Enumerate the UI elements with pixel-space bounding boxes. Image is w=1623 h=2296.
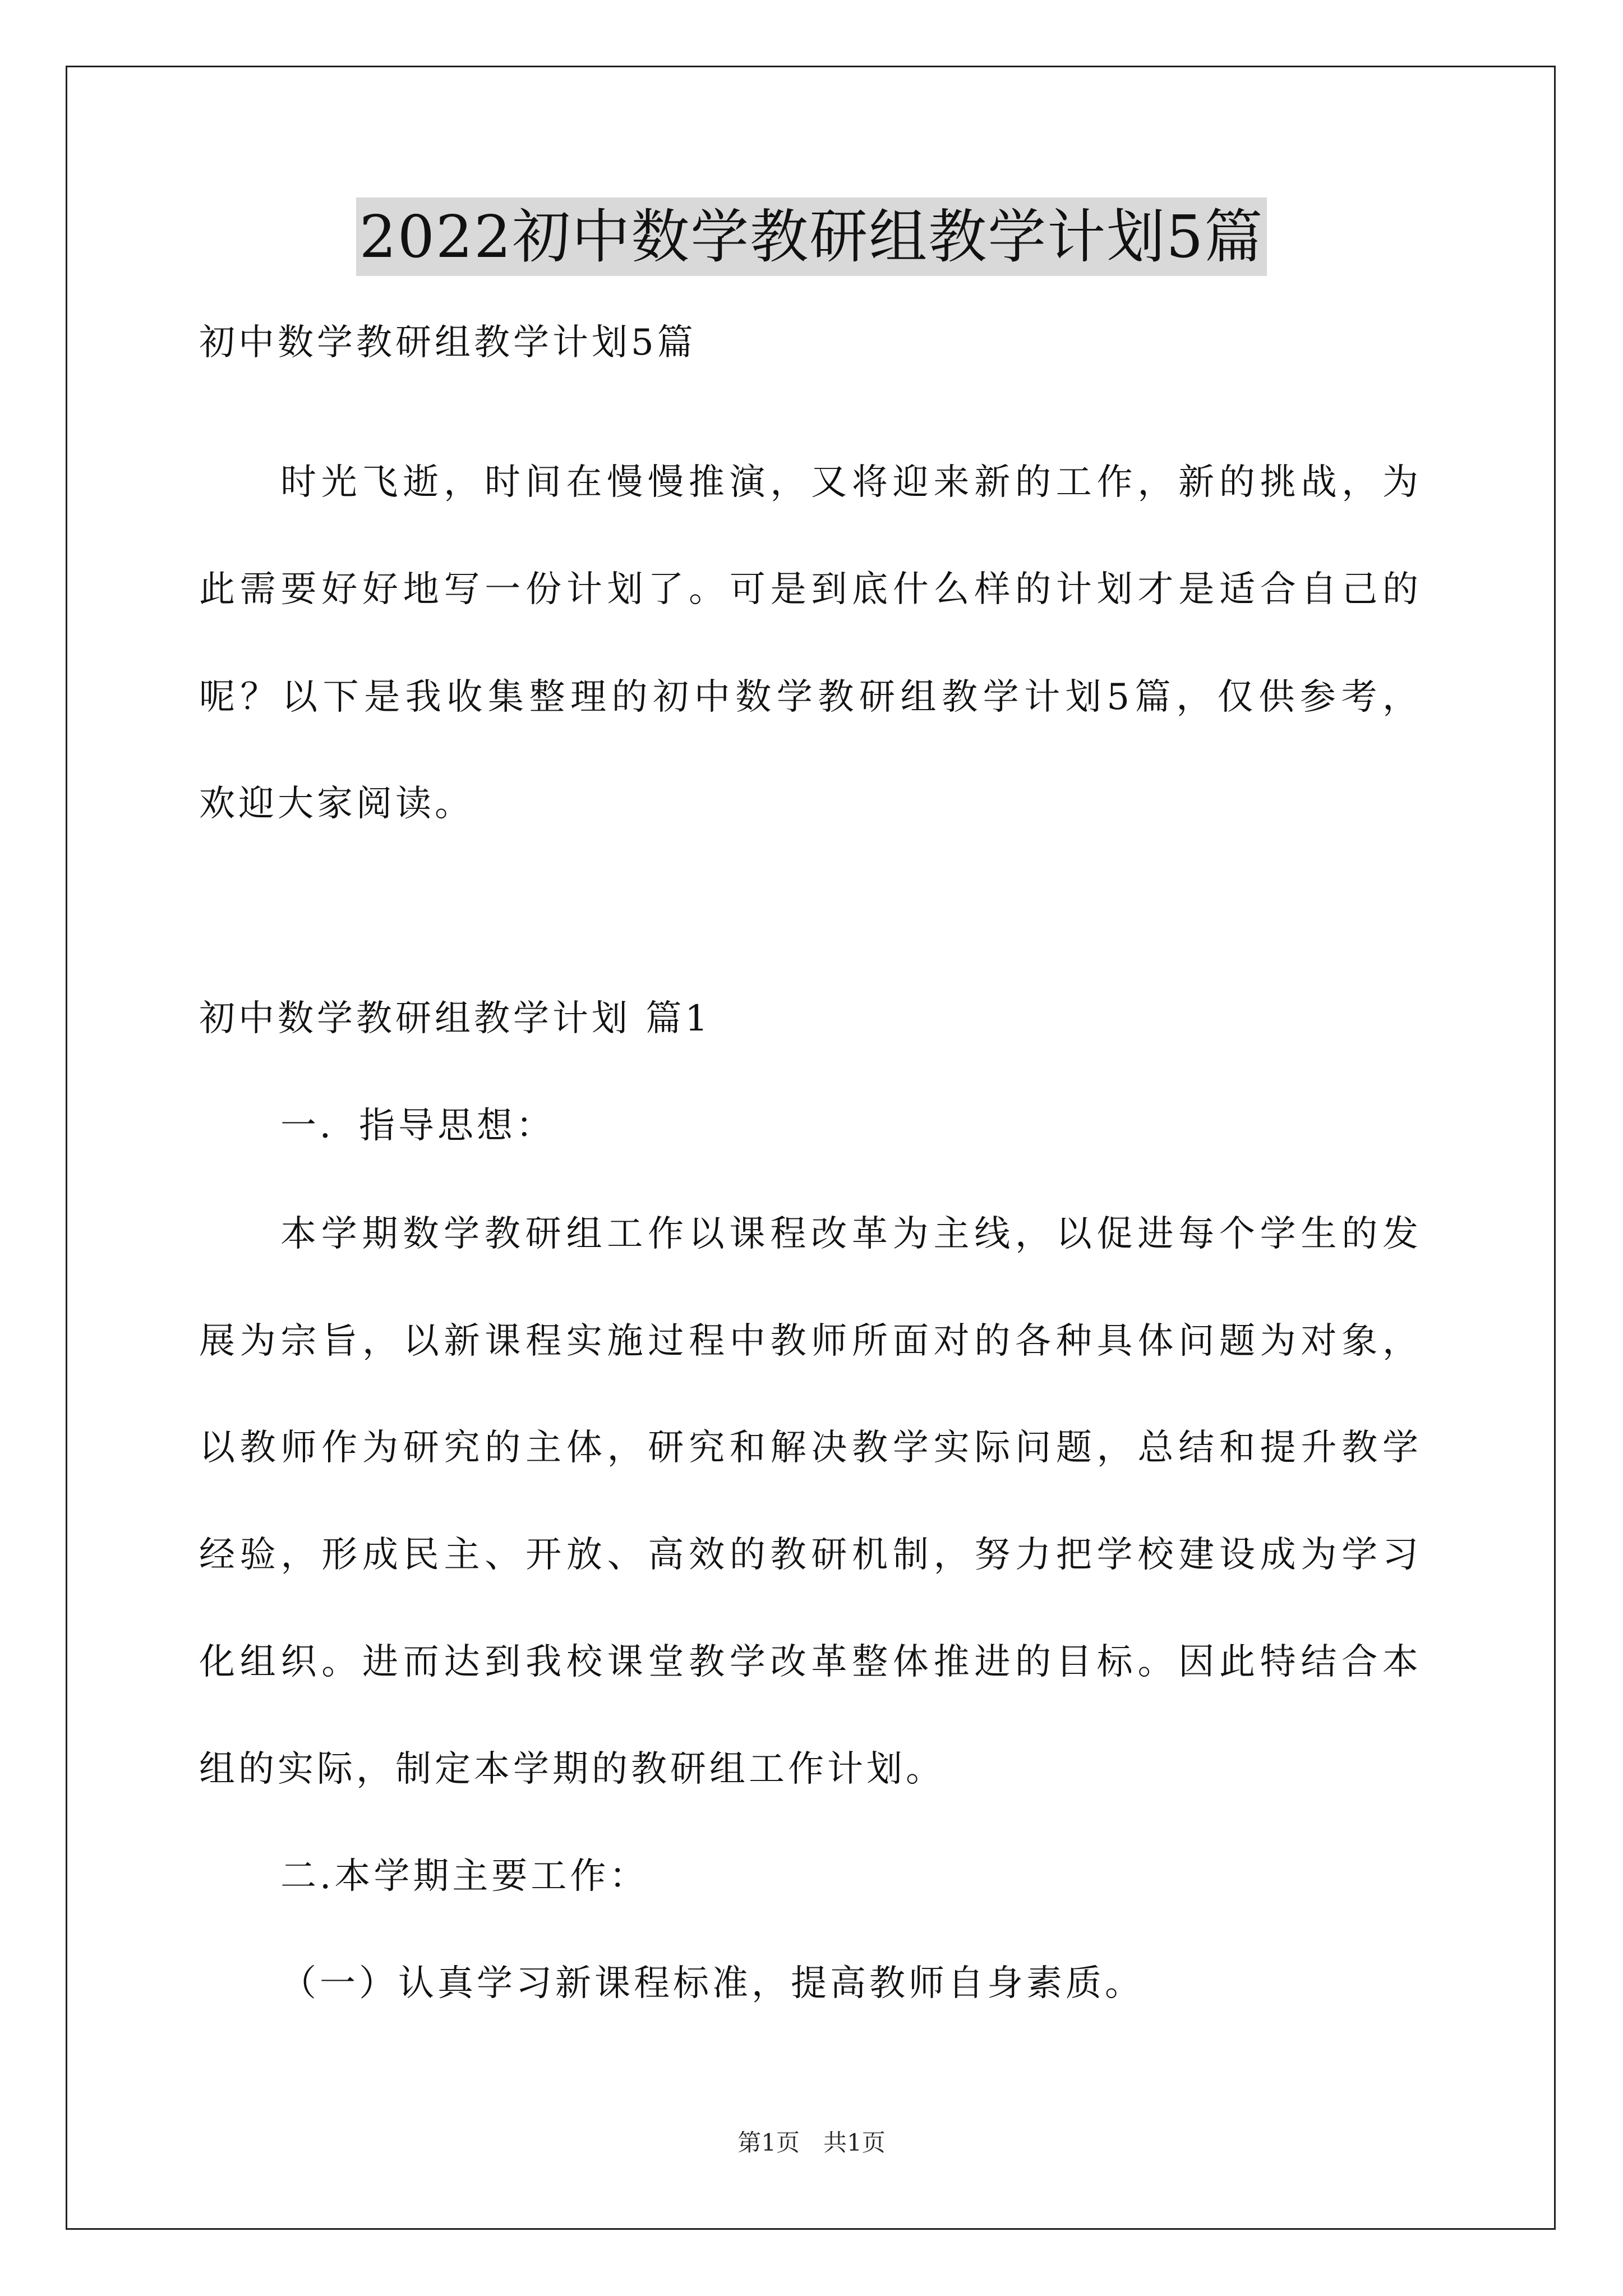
work-item-1: （一）认真学习新课程标准，提高教师自身素质。 xyxy=(280,1963,1144,2004)
work-heading: 二.本学期主要工作： xyxy=(280,1856,649,1897)
guideline-line-3: 以教师作为研究的主体，研究和解决教学实际问题，总结和提升教学 xyxy=(199,1427,1422,1469)
section-heading: 初中数学教研组教学计划 篇1 xyxy=(199,998,712,1039)
subtitle: 初中数学教研组教学计划5篇 xyxy=(199,322,697,364)
intro-line-1: 时光飞逝，时间在慢慢推演，又将迎来新的工作，新的挑战，为 xyxy=(280,462,1422,503)
guideline-line-1: 本学期数学教研组工作以课程改革为主线，以促进每个学生的发 xyxy=(280,1213,1422,1255)
intro-line-4: 欢迎大家阅读。 xyxy=(199,783,474,825)
document-title xyxy=(0,197,1623,276)
guideline-line-2: 展为宗旨，以新课程实施过程中教师所面对的各种具体问题为对象， xyxy=(199,1320,1422,1362)
guideline-line-4: 经验，形成民主、开放、高效的教研机制，努力把学校建设成为学习 xyxy=(199,1534,1422,1576)
guideline-line-6: 组的实际，制定本学期的教研组工作计划。 xyxy=(199,1749,945,1790)
page-footer: 第1页 共1页 xyxy=(737,2129,886,2156)
guideline-line-5: 化组织。进而达到我校课堂教学改革整体推进的目标。因此特结合本 xyxy=(199,1641,1422,1683)
intro-line-3: 呢？以下是我收集整理的初中数学教研组教学计划5篇，仅供参考， xyxy=(199,677,1422,718)
document-title-text: 2022初中数学教研组教学计划5篇 xyxy=(356,197,1267,276)
guideline-heading: 一．指导思想： xyxy=(280,1105,555,1147)
intro-line-2: 此需要好好地写一份计划了。可是到底什么样的计划才是适合自己的 xyxy=(199,569,1422,610)
